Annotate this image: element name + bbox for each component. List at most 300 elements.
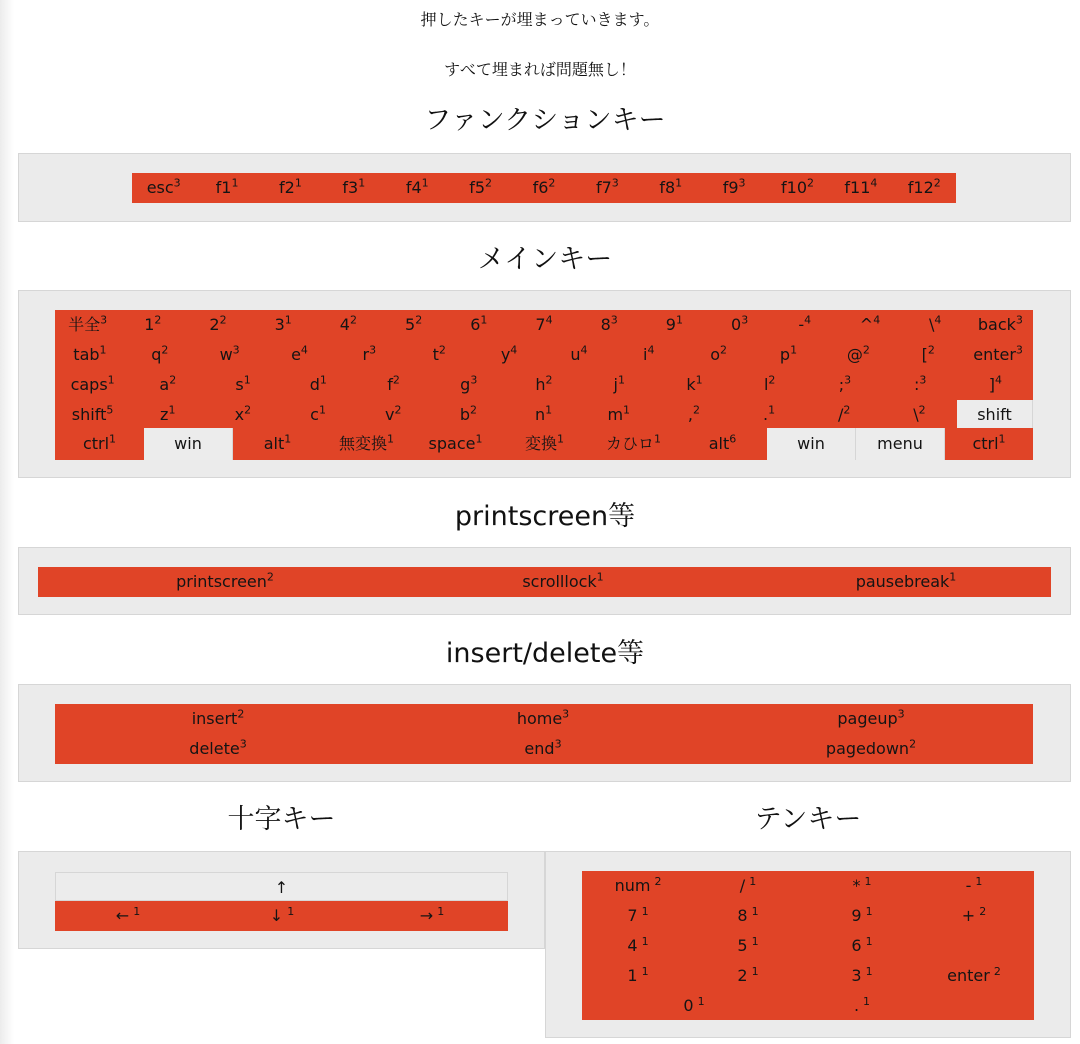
key-press-count: 4 (647, 343, 655, 357)
key-label: 2 (209, 315, 220, 334)
key-press-count: 3 (611, 176, 619, 190)
key-label: 4 (339, 315, 350, 334)
key-label: 1 (627, 966, 638, 985)
key-press-count: 1 (318, 403, 326, 417)
arrow-bottom-row (55, 901, 508, 931)
key-main-0-12 (837, 310, 902, 340)
key-main-4-6 (589, 428, 678, 460)
key-label: 9 (665, 315, 676, 334)
numpad-title: テンキー (754, 804, 862, 835)
key-label: f8 (659, 178, 676, 197)
key-label: m (607, 405, 624, 424)
key-main-4-5 (500, 428, 589, 460)
key-label: h (535, 375, 546, 394)
key-label: y (500, 345, 511, 364)
key-main-4-10 (945, 428, 1033, 460)
main-keys-title: メインキー (477, 244, 613, 275)
printscreen-row (38, 567, 1051, 597)
key-press-count: 4 (870, 176, 878, 190)
key-press-count: 2 (392, 373, 400, 387)
key-press-count: 2 (219, 313, 227, 327)
key-press-count: 3 (1015, 343, 1023, 357)
key-press-count: 2 (768, 373, 776, 387)
key-main-2-2 (205, 370, 280, 400)
key-label: enter (973, 345, 1016, 364)
key-label: - (965, 876, 972, 895)
key-nav-delete (68, 734, 368, 764)
key-num-1-3 (919, 901, 1029, 931)
key-main-1-1 (125, 340, 195, 370)
key-label: q (151, 345, 162, 364)
key-label: win (174, 434, 202, 453)
key-main-3-12 (957, 400, 1033, 430)
key-main-0-6 (446, 310, 511, 340)
key-main-1-11 (823, 340, 893, 370)
key-press-count: 1 (231, 176, 239, 190)
key-press-count: 1 (675, 313, 683, 327)
key-label: f10 (781, 178, 808, 197)
key-press-count: 1 (319, 373, 327, 387)
key-fn-f2 (259, 173, 322, 203)
key-label: ↑ (274, 878, 289, 897)
key-press-count: 2 (169, 373, 177, 387)
key-main-4-9 (856, 428, 945, 460)
key-press-count: 2 (161, 343, 169, 357)
key-press-count: 3 (610, 313, 618, 327)
key-label: l (763, 375, 769, 394)
key-label: + (961, 906, 976, 925)
key-main-4-3 (322, 428, 411, 460)
key-main-3-6 (506, 400, 581, 430)
key-press-count: 1 (294, 176, 302, 190)
key-main-2-9 (732, 370, 807, 400)
key-num-3-0 (583, 961, 693, 991)
key-label: 5 (737, 936, 748, 955)
key-label: a (159, 375, 170, 394)
intro-line-1: 押したキーが埋まっていきます。 (420, 10, 660, 29)
key-press-count: 4 (300, 343, 308, 357)
key-label: 0 (731, 315, 742, 334)
key-label: f6 (532, 178, 549, 197)
key-label: tab (73, 345, 100, 364)
key-arrow-2 (372, 901, 492, 931)
intro-line-2: すべて埋まれば問題無し！ (444, 60, 636, 79)
key-press-count: 4 (995, 373, 1002, 387)
key-press-count: 1 (358, 176, 366, 190)
key-main-3-10 (807, 400, 882, 430)
key-press-count: 1 (641, 934, 649, 948)
key-label: @ (846, 345, 863, 364)
key-press-count: 1 (557, 432, 564, 446)
key-press-count: 2 (545, 373, 553, 387)
key-press-count: 3 (844, 373, 852, 387)
key-press-count: 1 (641, 964, 649, 978)
key-main-0-3 (251, 310, 316, 340)
key-main-1-3 (265, 340, 335, 370)
key-main-1-8 (614, 340, 684, 370)
key-press-count: 1 (975, 874, 983, 888)
key-label: x (234, 405, 245, 424)
key-press-count: 4 (580, 343, 588, 357)
key-press-count: 1 (107, 373, 115, 387)
insert-delete-title: insert/delete等 (445, 638, 645, 669)
key-press-count: 3 (738, 176, 746, 190)
key-press-count: 1 (168, 403, 176, 417)
key-press-count: 1 (623, 403, 631, 417)
key-label: 変換 (524, 434, 557, 453)
key-label: 5 (405, 315, 416, 334)
key-main-1-6 (474, 340, 544, 370)
key-press-count: 1 (109, 432, 117, 446)
key-label: r (362, 345, 370, 364)
printscreen-panel (18, 547, 1071, 615)
key-num-1-2 (807, 901, 917, 931)
key-press-count: 1 (751, 934, 759, 948)
key-main-0-10 (707, 310, 772, 340)
key-main-0-9 (642, 310, 707, 340)
key-label: o (710, 345, 721, 364)
key-nav-pagedown (721, 734, 1021, 764)
key-label: win (797, 434, 825, 453)
key-num-3-3 (919, 961, 1029, 991)
key-label: f11 (844, 178, 871, 197)
key-label: - (798, 315, 805, 334)
key-main-1-9 (684, 340, 754, 370)
key-label: 7 (627, 906, 638, 925)
key-press-count: 1 (596, 570, 604, 584)
key-label: . (853, 996, 860, 1015)
key-label: space (428, 434, 476, 453)
key-label: . (763, 405, 769, 424)
key-label: 7 (535, 315, 546, 334)
key-press-count: 1 (421, 176, 429, 190)
key-main-3-0 (55, 400, 130, 430)
key-num-4-1 (807, 991, 917, 1021)
key-label: 6 (470, 315, 481, 334)
key-label: printscreen (176, 572, 267, 591)
printscreen-title: printscreen等 (454, 501, 636, 532)
key-label: j (613, 375, 618, 394)
key-main-2-8 (657, 370, 732, 400)
key-press-count: 2 (244, 403, 252, 417)
key-fn-f10 (766, 173, 829, 203)
key-label: \ (913, 405, 919, 424)
key-main-4-0 (55, 428, 144, 460)
key-label: ] (988, 375, 995, 394)
key-label: menu (877, 434, 923, 453)
key-press-count: 1 (284, 432, 292, 446)
key-label: 3 (274, 315, 285, 334)
key-label: 4 (627, 936, 638, 955)
key-press-count: 4 (804, 313, 812, 327)
key-press-count: 2 (237, 707, 245, 721)
key-label: v (385, 405, 395, 424)
key-label: end (524, 739, 555, 758)
key-press-count: 2 (807, 176, 815, 190)
key-ps-printscreen (75, 567, 375, 597)
key-press-count: 2 (692, 403, 700, 417)
key-press-count: 1 (768, 403, 776, 417)
key-press-count: 1 (133, 904, 141, 918)
arrow-keys-title: 十字キー (227, 804, 336, 835)
key-press-count: 3 (239, 737, 247, 751)
key-main-0-14 (968, 310, 1033, 340)
key-press-count: 1 (865, 904, 873, 918)
key-main-3-1 (130, 400, 205, 430)
key-press-count: 2 (862, 343, 870, 357)
key-ps-scrolllock (413, 567, 713, 597)
key-main-2-11 (883, 370, 958, 400)
key-num-2-2 (807, 931, 917, 961)
key-press-count: 2 (979, 904, 987, 918)
key-press-count: 1 (545, 403, 553, 417)
key-main-3-9 (732, 400, 807, 430)
key-label: * (852, 876, 861, 895)
key-fn-f9 (702, 173, 765, 203)
key-num-2-0 (583, 931, 693, 961)
key-label: f9 (722, 178, 739, 197)
key-press-count: 2 (720, 343, 728, 357)
key-num-3-1 (693, 961, 803, 991)
key-main-2-6 (506, 370, 581, 400)
key-press-count: 2 (933, 176, 941, 190)
key-label: t (432, 345, 439, 364)
key-num-1-0 (583, 901, 693, 931)
key-label: n (535, 405, 546, 424)
key-press-count: 3 (562, 707, 570, 721)
key-main-0-2 (185, 310, 250, 340)
arrow-keys-panel (18, 851, 545, 949)
numpad-panel (545, 851, 1071, 1038)
key-main-2-12 (958, 370, 1033, 400)
key-num-0-0 (583, 871, 693, 901)
key-main-2-1 (130, 370, 205, 400)
key-label: / (838, 405, 844, 424)
key-label: f3 (342, 178, 359, 197)
key-main-1-13 (963, 340, 1033, 370)
key-press-count: 2 (415, 313, 423, 327)
key-main-0-5 (381, 310, 446, 340)
key-press-count: 1 (437, 904, 445, 918)
key-main-4-1 (144, 428, 233, 460)
key-num-4-0 (639, 991, 749, 1021)
key-press-count: 2 (438, 343, 446, 357)
key-main-2-7 (582, 370, 657, 400)
key-press-count: 3 (369, 343, 377, 357)
key-fn-f11 (829, 173, 892, 203)
key-label: 0 (683, 996, 694, 1015)
key-press-count: 2 (154, 313, 162, 327)
key-label: back (977, 315, 1016, 334)
key-press-count: 2 (548, 176, 556, 190)
main-keys-panel (18, 290, 1071, 478)
key-label: f5 (469, 178, 486, 197)
key-label: 無変換 (338, 434, 387, 453)
key-main-4-4 (411, 428, 500, 460)
key-label: f12 (907, 178, 934, 197)
key-label: ^ (859, 315, 874, 334)
key-press-count: 3 (100, 313, 108, 327)
key-label: shift (71, 405, 107, 424)
key-press-count: 2 (654, 874, 662, 888)
key-main-4-8 (767, 428, 856, 460)
key-main-0-1 (120, 310, 185, 340)
key-press-count: 1 (998, 432, 1006, 446)
key-label: f4 (405, 178, 422, 197)
key-main-3-8 (656, 400, 731, 430)
key-main-1-5 (404, 340, 474, 370)
key-label: s (235, 375, 244, 394)
key-press-count: 3 (470, 373, 478, 387)
key-main-0-0 (55, 310, 120, 340)
key-label: z (160, 405, 169, 424)
key-main-3-3 (281, 400, 356, 430)
insert-delete-block (55, 704, 1033, 764)
key-label: : (913, 375, 920, 394)
key-press-count: 1 (697, 994, 705, 1008)
key-fn-f8 (639, 173, 702, 203)
key-main-1-7 (544, 340, 614, 370)
key-label: alt (263, 434, 285, 453)
key-nav-end (393, 734, 693, 764)
key-main-2-3 (281, 370, 356, 400)
key-press-count: 3 (232, 343, 240, 357)
key-press-count: 2 (485, 176, 493, 190)
key-num-0-1 (693, 871, 803, 901)
key-label: p (779, 345, 791, 364)
key-main-3-7 (581, 400, 656, 430)
key-main-3-5 (431, 400, 506, 430)
key-label: esc (146, 178, 174, 197)
key-press-count: 1 (475, 432, 483, 446)
key-press-count: 1 (949, 570, 957, 584)
key-press-count: 1 (864, 874, 872, 888)
key-label: 半全 (68, 315, 101, 334)
key-press-count: 1 (695, 373, 703, 387)
key-label: ↓ (269, 906, 284, 925)
key-main-1-2 (195, 340, 265, 370)
key-label: pausebreak (855, 572, 950, 591)
arrow-keys-block (55, 872, 508, 931)
key-num-1-1 (693, 901, 803, 931)
key-label: home (516, 709, 563, 728)
key-press-count: 2 (266, 570, 274, 584)
key-label: 9 (851, 906, 862, 925)
key-press-count: 1 (675, 176, 683, 190)
key-main-1-0 (55, 340, 125, 370)
key-label: 1 (144, 315, 155, 334)
key-nav-home (393, 704, 693, 734)
key-ps-pausebreak (756, 567, 1056, 597)
key-main-0-4 (316, 310, 381, 340)
key-fn-f6 (512, 173, 575, 203)
key-press-count: 3 (919, 373, 927, 387)
key-label: shift (977, 405, 1012, 424)
key-label: 2 (737, 966, 748, 985)
key-label: pagedown (825, 739, 910, 758)
key-label: k (686, 375, 696, 394)
key-label: 6 (851, 936, 862, 955)
key-press-count: 2 (993, 964, 1001, 978)
key-press-count: 2 (469, 403, 477, 417)
key-arrow-1 (222, 901, 342, 931)
key-fn-esc (132, 173, 195, 203)
key-label: f1 (215, 178, 232, 197)
key-num-0-3 (919, 871, 1029, 901)
key-main-0-13 (903, 310, 968, 340)
key-fn-f4 (386, 173, 449, 203)
key-label: ; (838, 375, 845, 394)
function-keys-title: ファンクションキー (424, 105, 666, 136)
insert-delete-panel (18, 684, 1071, 782)
key-press-count: 1 (749, 874, 757, 888)
key-label: 8 (600, 315, 611, 334)
key-press-count: 1 (865, 934, 873, 948)
key-nav-insert (68, 704, 368, 734)
key-arrow-0 (68, 901, 188, 931)
key-main-1-12 (893, 340, 963, 370)
key-press-count: 1 (751, 904, 759, 918)
key-press-count: 3 (741, 313, 749, 327)
key-main-2-10 (807, 370, 882, 400)
key-label: c (310, 405, 319, 424)
key-label: 8 (737, 906, 748, 925)
key-label: num (614, 876, 651, 895)
key-press-count: 2 (927, 343, 935, 357)
key-press-count: 1 (243, 373, 251, 387)
key-label: g (460, 375, 471, 394)
key-press-count: 1 (617, 373, 625, 387)
key-fn-f12 (893, 173, 956, 203)
key-main-2-4 (356, 370, 431, 400)
key-press-count: 1 (284, 313, 292, 327)
key-press-count: 1 (863, 994, 871, 1008)
key-label: カひロ (605, 434, 654, 453)
key-label: caps (70, 375, 108, 394)
key-press-count: 1 (654, 432, 661, 446)
key-label: i (643, 345, 648, 364)
key-press-count: 3 (1015, 313, 1023, 327)
function-keys-row (132, 173, 956, 203)
key-main-0-11 (772, 310, 837, 340)
key-main-2-0 (55, 370, 130, 400)
key-press-count: 1 (865, 964, 873, 978)
key-press-count: 2 (918, 403, 926, 417)
key-press-count: 1 (641, 904, 649, 918)
key-press-count: 2 (349, 313, 357, 327)
key-press-count: 4 (510, 343, 518, 357)
key-press-count: 4 (873, 313, 881, 327)
key-label: d (309, 375, 320, 394)
key-press-count: 3 (173, 176, 181, 190)
key-label: ctrl (82, 434, 110, 453)
key-label: 3 (851, 966, 862, 985)
key-fn-f3 (322, 173, 385, 203)
key-label: pageup (837, 709, 898, 728)
key-press-count: 1 (387, 432, 394, 446)
key-fn-f5 (449, 173, 512, 203)
key-label: ← (115, 906, 130, 925)
key-press-count: 2 (843, 403, 851, 417)
key-label: alt (708, 434, 730, 453)
key-nav-pageup (721, 704, 1021, 734)
key-press-count: 1 (99, 343, 107, 357)
key-fn-f7 (576, 173, 639, 203)
key-label: [ (921, 345, 928, 364)
key-main-4-2 (233, 428, 322, 460)
key-press-count: 5 (106, 403, 114, 417)
key-label: insert (191, 709, 238, 728)
